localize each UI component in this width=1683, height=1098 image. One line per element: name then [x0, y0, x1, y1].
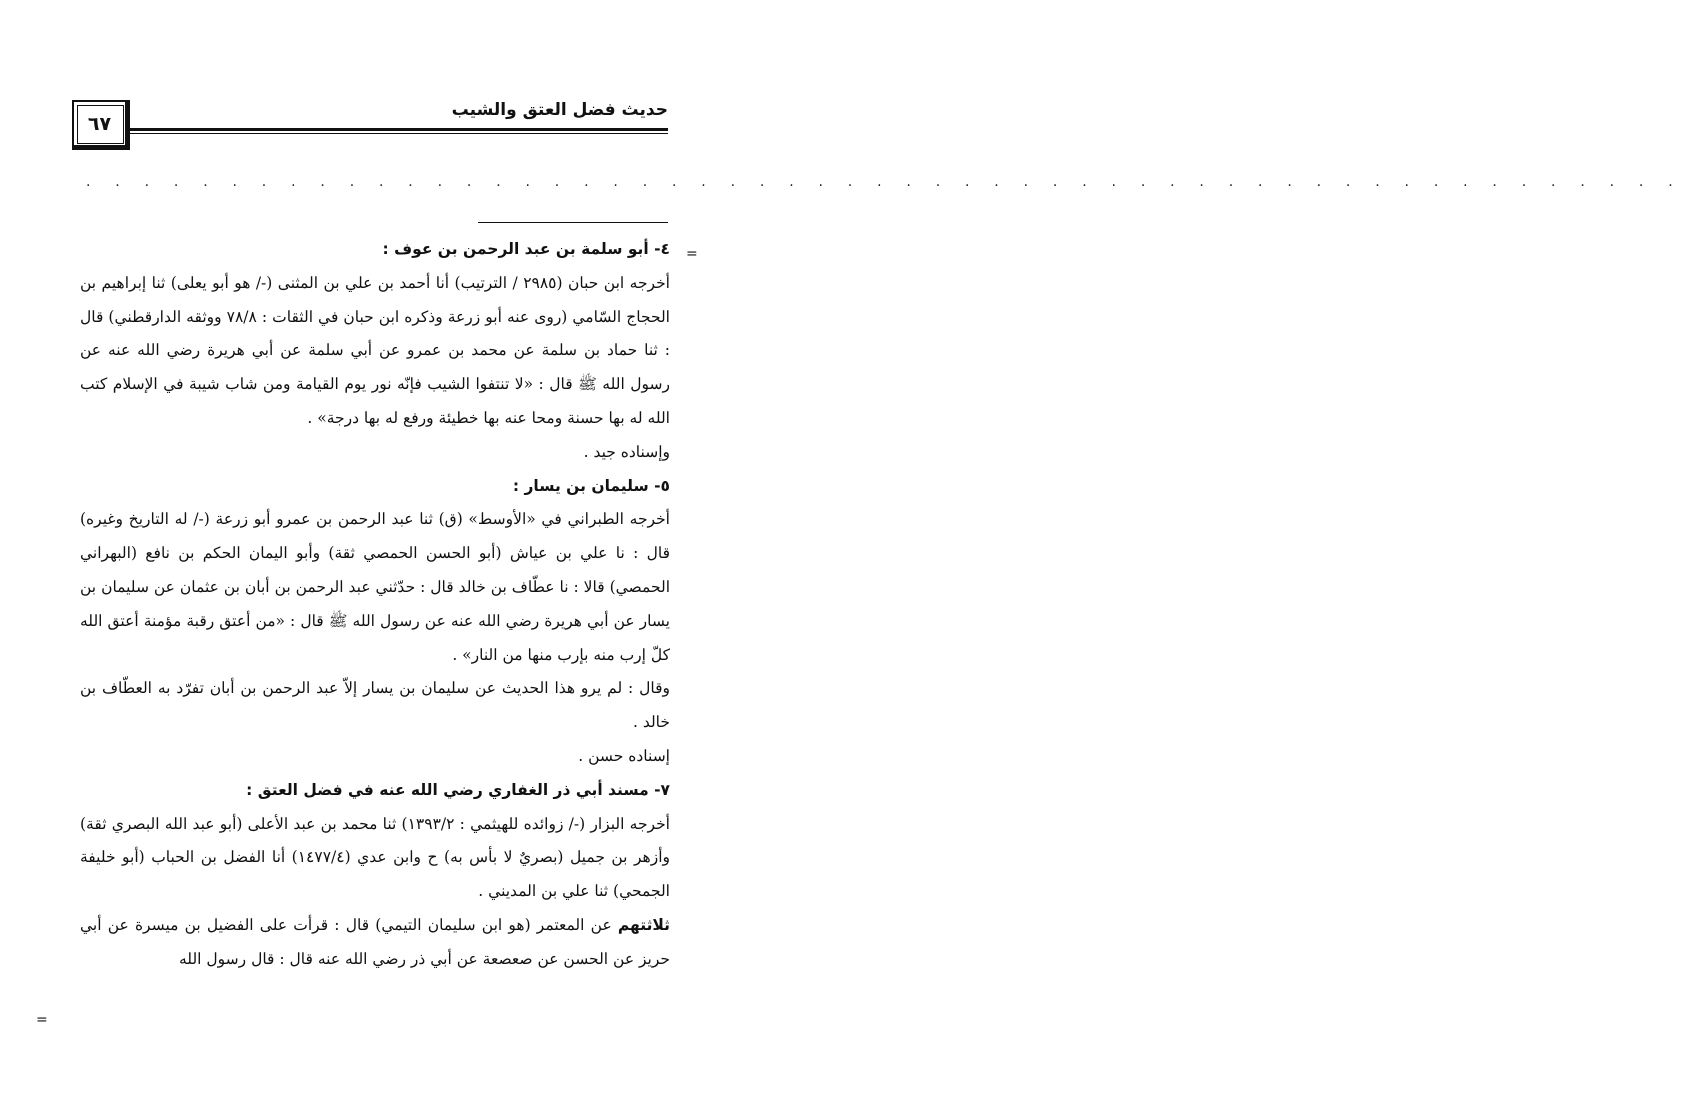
paragraph: إسناده حسن .: [578, 746, 670, 765]
running-header-title: حديث فضل العتق والشيب: [451, 100, 668, 120]
paragraph-lead: ثلاثتهم: [617, 915, 670, 934]
section-heading: ٧- مسند أبي ذر الغفاري رضي الله عنه في فضل العتق :: [246, 780, 670, 799]
paragraph: أخرجه الطبراني في «الأوسط» (ق) ثنا عبد الرحمن بن عمرو أبو زرعة (-/ له التاريخ وغيره) قال : نا علي بن عياش (أبو الحسن الحمصي ثقة) وأبو اليمان الحكم بن نافع (البهراني الحمصي) قالا : نا عطّاف بن خالد قال : حدّثني عبد الرحمن بن أبان بن عثمان عن سليمان بن يسار عن أبي هريرة رضي الله عنه عن رسول الله ﷺ قال : «من أعتق رقبة مؤمنة أعتق الله كلّ إرب منه بإرب منها من النار» .: [80, 510, 670, 664]
body-text: [80, 233, 670, 977]
section-heading: ٤- أبو سلمة بن عبد الرحمن بن عوف :: [382, 240, 670, 258]
paragraph: وقال : لم يرو هذا الحديث عن سليمان بن يسار إلاّ عبد الرحمن بن أبان تفرّد به العطّاف بن خالد .: [80, 679, 670, 732]
page-number-box: [72, 100, 130, 150]
paragraph: [80, 909, 670, 977]
paragraph: وإسناده جيد .: [583, 442, 670, 461]
paragraph: أخرجه البزار (-/ زوائده للهيثمي : ١٣٩٣/٢) ثنا محمد بن عبد الأعلى (أبو عبد الله البصري ثقة) وأزهر بن جميل (بصريٌ لا بأس به) ح وابن عدي (١٤٧٧/٤) أنا الفضل بن الحباب (أبو خليفة الجمحي) ثنا علي بن المديني .: [80, 814, 670, 901]
section-heading: ٥- سليمان بن يسار :: [512, 476, 670, 495]
section-rule: [478, 222, 668, 223]
paragraph-text: عن المعتمر (هو ابن سليمان التيمي) قال : قرأت على الفضيل بن ميسرة عن أبي حريز عن الحسن عن صعصعة عن أبي ذر رضي الله عنه قال : قال رسول الله: [80, 915, 670, 968]
paragraph: أخرجه ابن حبان (٢٩٨٥ / الترتيب) أنا أحمد بن علي بن المثنى (-/ هو أبو يعلى) ثنا إبراهيم بن الحجاج السّامي (روى عنه أبو زرعة وذكره ابن حبان في الثقات : ٧٨/٨ ووثقه الدارقطني) قال : ثنا حماد بن سلمة عن محمد بن عمرو عن أبي سلمة عن أبي هريرة رضي الله عنه عن رسول الله ﷺ قال : «لا تنتفوا الشيب فإنّه نور يوم القيامة ومن شاب شيبة في الإسلام كتب الله له بها حسنة ومحا عنه بها خطيئة ورفع له بها درجة» .: [80, 273, 670, 427]
page-number: ٦٧: [87, 112, 112, 135]
margin-mark-top: =: [686, 246, 698, 262]
dotted-separator: . . . . . . . . . . . . . . . . . . . . . . . . . . . . . . . . . . . . . . . . . . . . . . . . . . . . . . .: [86, 174, 1683, 190]
margin-mark-bottom: =: [36, 1012, 48, 1028]
header-rule-thin: [130, 133, 668, 134]
header-rule: [130, 128, 668, 131]
